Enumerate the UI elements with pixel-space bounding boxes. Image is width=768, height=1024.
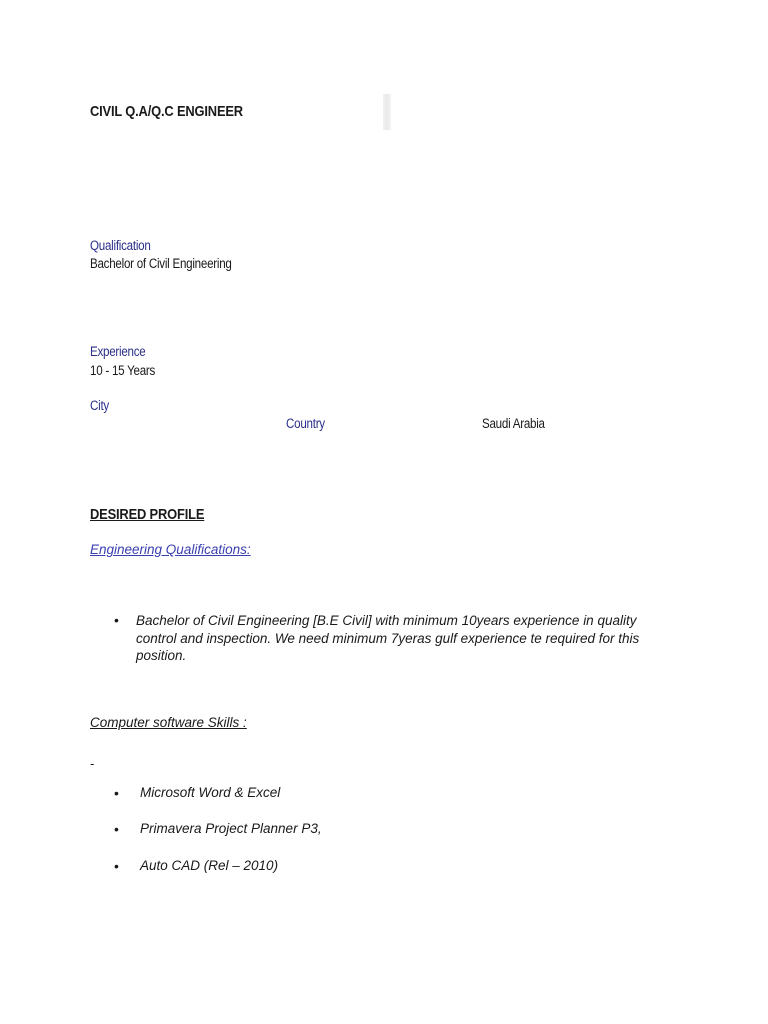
- bullet-icon: •: [114, 821, 119, 837]
- city-label: City: [90, 398, 109, 413]
- bullet-icon: •: [114, 612, 119, 628]
- experience-value: 10 - 15 Years: [90, 363, 156, 378]
- job-title: CIVIL Q.A/Q.C ENGINEER: [90, 103, 243, 120]
- engineering-qualifications-heading: Engineering Qualifications:: [90, 542, 251, 557]
- country-value: Saudi Arabia: [482, 416, 545, 431]
- desired-profile-heading: DESIRED PROFILE: [90, 506, 205, 523]
- qualification-value: Bachelor of Civil Engineering: [90, 256, 232, 271]
- experience-label: Experience: [90, 344, 146, 359]
- software-item-primavera: Primavera Project Planner P3,: [140, 821, 322, 836]
- bullet-icon: •: [114, 785, 119, 801]
- software-skills-heading: Computer software Skills :: [90, 715, 247, 730]
- engineering-qualification-item: Bachelor of Civil Engineering [B.E Civil] with minimum 10years experience in quality control and inspection. We need minimum 7yeras gulf experience te required for this position.: [136, 613, 640, 663]
- decorative-bar: [383, 94, 391, 130]
- country-label: Country: [286, 416, 325, 431]
- dash-text: -: [90, 756, 95, 771]
- software-item-autocad: Auto CAD (Rel – 2010): [140, 858, 279, 873]
- qualification-label: Qualification: [90, 238, 151, 253]
- bullet-icon: •: [114, 858, 119, 874]
- software-item-word-excel: Microsoft Word & Excel: [140, 785, 281, 800]
